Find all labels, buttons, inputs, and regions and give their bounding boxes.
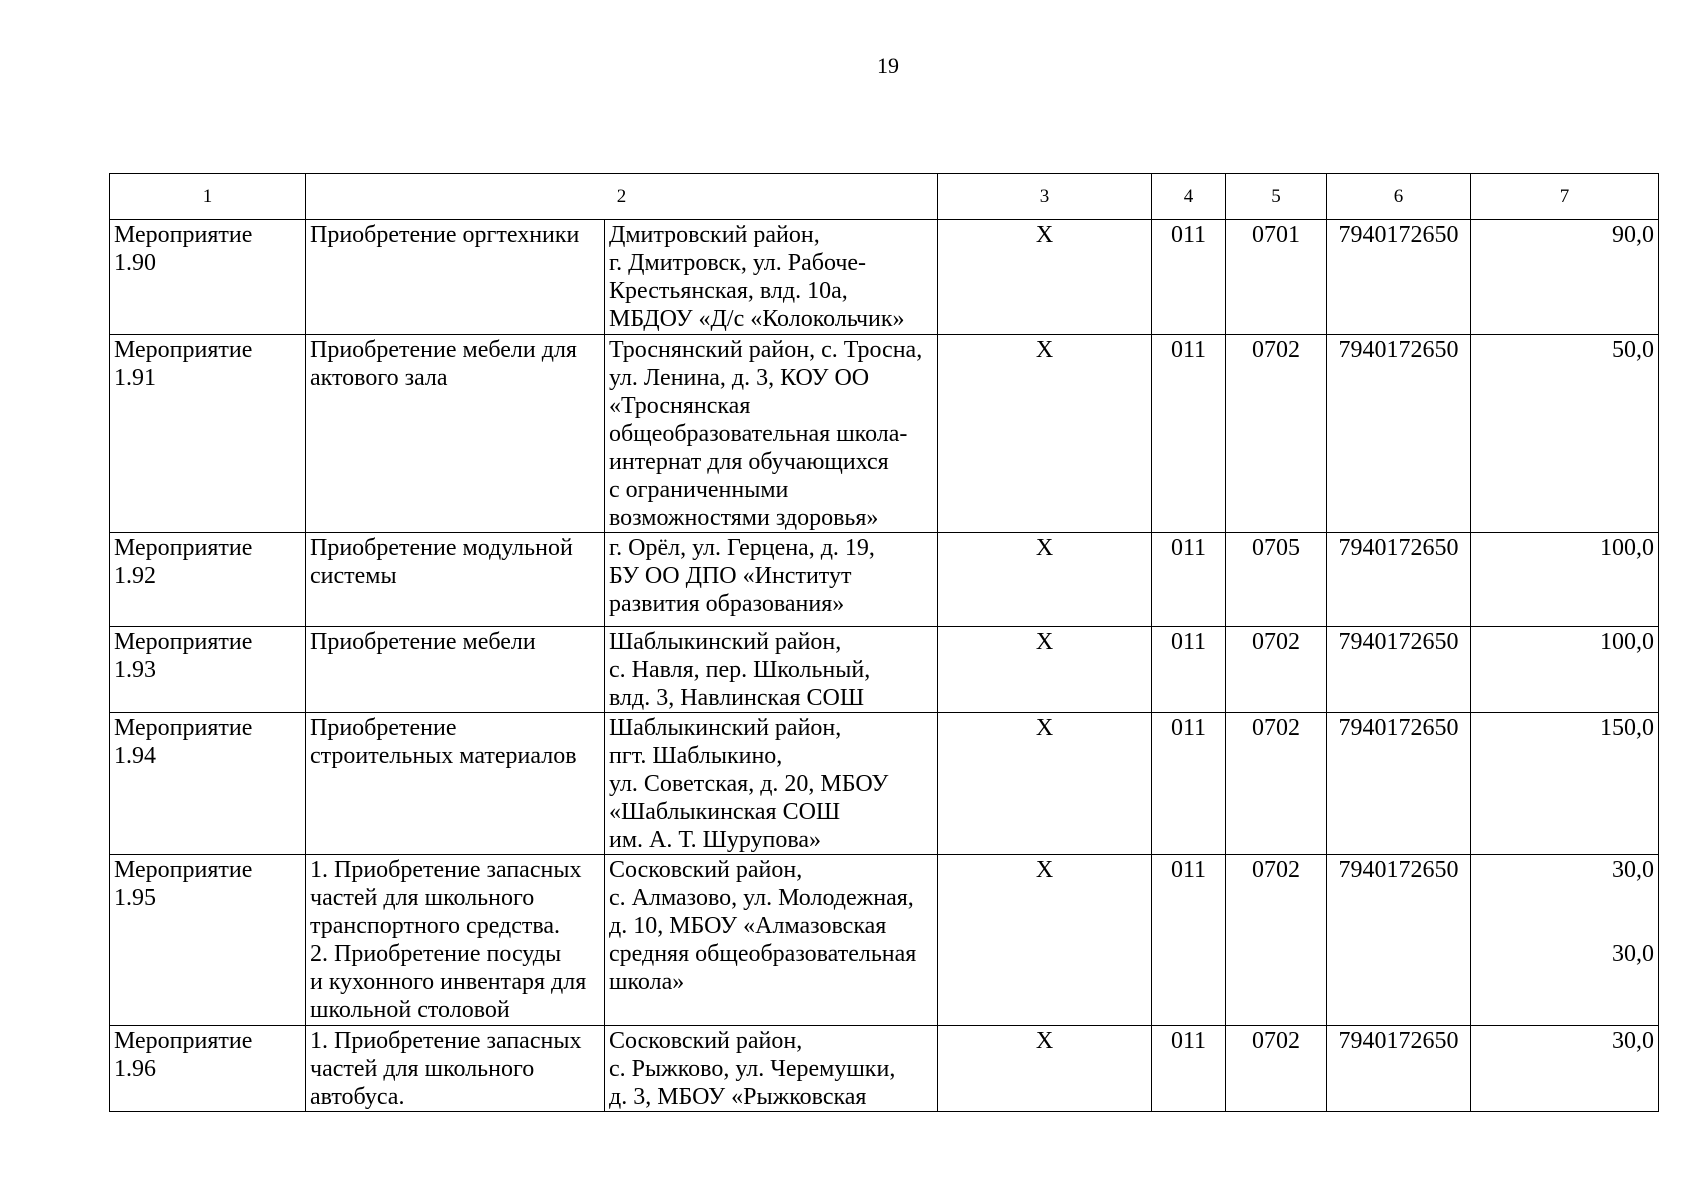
cell-line: Крестьянская, влд. 10а, — [609, 278, 848, 304]
cell-line: 30,0 — [1612, 857, 1654, 883]
cell-line: 30,0 — [1612, 941, 1654, 967]
cell-value: 011 — [1170, 1028, 1207, 1054]
cell-line: Сосковский район, — [609, 1028, 803, 1054]
event-name-cell — [306, 627, 605, 713]
cell-line: 1. Приобретение запасных — [310, 1028, 582, 1054]
amount-cell — [1471, 855, 1659, 1026]
address-cell — [605, 713, 938, 855]
amount-cell — [1471, 627, 1659, 713]
cell-line: Приобретение мебели для — [310, 337, 577, 363]
cell-value: 0701 — [1252, 222, 1300, 248]
cell-line: Шаблыкинский район, — [609, 629, 842, 655]
cell-line: Приобретение оргтехники — [310, 222, 580, 248]
cell-line — [1475, 884, 1654, 912]
cell-line: 1.90 — [114, 250, 156, 276]
table-row — [110, 220, 1659, 335]
cell-line: с. Алмазово, ул. Молодежная, — [609, 885, 914, 911]
cell-line: Приобретение — [310, 715, 457, 741]
cell-line: Сосковский район, — [609, 857, 803, 883]
event-name-cell — [306, 855, 605, 1026]
col-4-cell — [1152, 1026, 1226, 1112]
cell-line: школьной столовой — [310, 997, 510, 1023]
cell-line: Мероприятие — [114, 629, 253, 655]
col-6-cell — [1327, 335, 1471, 533]
table-header-row — [110, 174, 1659, 220]
col-3-cell — [938, 335, 1152, 533]
table-row — [110, 1026, 1659, 1112]
col-3-cell — [938, 713, 1152, 855]
cell-value: 7940172650 — [1338, 715, 1459, 741]
cell-line: возможностями здоровья» — [609, 505, 879, 531]
cell-line: 1.95 — [114, 885, 156, 911]
col-6-cell — [1327, 627, 1471, 713]
col-5-cell — [1226, 713, 1327, 855]
column-header-6: 6 — [1327, 174, 1471, 220]
event-name-cell — [306, 533, 605, 627]
cell-value: X — [1035, 715, 1054, 741]
cell-line: системы — [310, 563, 397, 589]
cell-line: ул. Ленина, д. 3, КОУ ОО — [609, 365, 870, 391]
cell-line: МБДОУ «Д/с «Колокольчик» — [609, 306, 905, 332]
cell-value: 7940172650 — [1338, 857, 1459, 883]
col-3-cell — [938, 220, 1152, 335]
col-5-cell — [1226, 627, 1327, 713]
col-3-cell — [938, 855, 1152, 1026]
col-6-cell — [1327, 220, 1471, 335]
cell-line: 30,0 — [1612, 1028, 1654, 1054]
address-cell — [605, 335, 938, 533]
col-4-cell — [1152, 335, 1226, 533]
table-row — [110, 627, 1659, 713]
cell-value: 011 — [1170, 629, 1207, 655]
column-header-1: 1 — [110, 174, 306, 220]
event-name-cell — [306, 220, 605, 335]
event-number-cell — [110, 533, 306, 627]
cell-value: 011 — [1170, 715, 1207, 741]
cell-value: 0702 — [1252, 715, 1300, 741]
cell-line: БУ ОО ДПО «Институт — [609, 563, 852, 589]
cell-value: 011 — [1170, 222, 1207, 248]
amount-cell — [1471, 713, 1659, 855]
col-3-cell — [938, 533, 1152, 627]
cell-line: 1.96 — [114, 1056, 156, 1082]
cell-line: «Троснянская — [609, 393, 751, 419]
col-6-cell — [1327, 533, 1471, 627]
table-row — [110, 335, 1659, 533]
cell-value: X — [1035, 629, 1054, 655]
address-cell — [605, 627, 938, 713]
col-3-cell — [938, 627, 1152, 713]
cell-value: 011 — [1170, 857, 1207, 883]
address-cell — [605, 533, 938, 627]
address-cell — [605, 1026, 938, 1112]
cell-line: автобуса. — [310, 1084, 405, 1110]
amount-cell — [1471, 335, 1659, 533]
cell-value: 0702 — [1252, 629, 1300, 655]
cell-line: г. Дмитровск, ул. Рабоче- — [609, 250, 867, 276]
cell-line: частей для школьного — [310, 885, 535, 911]
cell-line: 2. Приобретение посуды — [310, 941, 562, 967]
cell-line: интернат для обучающихся — [609, 449, 889, 475]
address-cell — [605, 220, 938, 335]
column-header-4: 4 — [1152, 174, 1226, 220]
cell-line: Мероприятие — [114, 222, 253, 248]
cell-value: 7940172650 — [1338, 535, 1459, 561]
col-4-cell — [1152, 713, 1226, 855]
cell-line: развития образования» — [609, 591, 845, 617]
cell-line: Мероприятие — [114, 1028, 253, 1054]
cell-line: Мероприятие — [114, 535, 253, 561]
cell-line: с. Навля, пер. Школьный, — [609, 657, 871, 683]
cell-line: им. А. Т. Шурупова» — [609, 827, 822, 853]
cell-line: и кухонного инвентаря для — [310, 969, 587, 995]
col-6-cell — [1327, 1026, 1471, 1112]
cell-value: X — [1035, 1028, 1054, 1054]
cell-line: частей для школьного — [310, 1056, 535, 1082]
page-number: 19 — [877, 53, 899, 78]
column-header-5: 5 — [1226, 174, 1327, 220]
cell-line: Дмитровский район, — [609, 222, 820, 248]
amount-cell — [1471, 533, 1659, 627]
col-4-cell — [1152, 627, 1226, 713]
table-row — [110, 713, 1659, 855]
cell-line: 1.91 — [114, 365, 156, 391]
column-header-2: 2 — [306, 174, 938, 220]
cell-line: средняя общеобразовательная — [609, 941, 917, 967]
cell-line: 100,0 — [1600, 629, 1654, 655]
cell-value: 0702 — [1252, 1028, 1300, 1054]
cell-line: пгт. Шаблыкино, — [609, 743, 783, 769]
event-number-cell — [110, 1026, 306, 1112]
cell-line: Троснянский район, с. Тросна, — [609, 337, 923, 363]
cell-value: 7940172650 — [1338, 337, 1459, 363]
cell-value: 011 — [1170, 337, 1207, 363]
cell-line: 1.93 — [114, 657, 156, 683]
col-5-cell — [1226, 335, 1327, 533]
cell-line: «Шаблыкинская СОШ — [609, 799, 841, 825]
column-header-7: 7 — [1471, 174, 1659, 220]
cell-value: 0702 — [1252, 857, 1300, 883]
col-6-cell — [1327, 855, 1471, 1026]
col-5-cell — [1226, 220, 1327, 335]
cell-line: с. Рыжково, ул. Черемушки, — [609, 1056, 896, 1082]
event-number-cell — [110, 713, 306, 855]
cell-line — [1475, 912, 1654, 940]
cell-line: г. Орёл, ул. Герцена, д. 19, — [609, 535, 875, 561]
cell-line: 150,0 — [1600, 715, 1654, 741]
cell-line: 100,0 — [1600, 535, 1654, 561]
cell-value: 011 — [1170, 535, 1207, 561]
col-4-cell — [1152, 533, 1226, 627]
event-number-cell — [110, 855, 306, 1026]
cell-line: строительных материалов — [310, 743, 577, 769]
event-name-cell — [306, 1026, 605, 1112]
cell-line: 1.92 — [114, 563, 156, 589]
cell-line: транспортного средства. — [310, 913, 561, 939]
amount-cell — [1471, 220, 1659, 335]
table-row — [110, 533, 1659, 627]
cell-line: 1.94 — [114, 743, 156, 769]
cell-line: Приобретение модульной — [310, 535, 573, 561]
cell-line: д. 10, МБОУ «Алмазовская — [609, 913, 887, 939]
cell-value: 0702 — [1252, 337, 1300, 363]
cell-line: актового зала — [310, 365, 448, 391]
cell-line: Мероприятие — [114, 857, 253, 883]
col-4-cell — [1152, 220, 1226, 335]
cell-line: Приобретение мебели — [310, 629, 536, 655]
cell-value: 7940172650 — [1338, 222, 1459, 248]
event-name-cell — [306, 713, 605, 855]
activities-table — [109, 173, 1659, 1112]
cell-value: 0705 — [1252, 535, 1300, 561]
cell-value: 7940172650 — [1338, 629, 1459, 655]
cell-line: 50,0 — [1612, 337, 1654, 363]
cell-line: общеобразовательная школа- — [609, 421, 908, 447]
cell-line: Мероприятие — [114, 715, 253, 741]
col-4-cell — [1152, 855, 1226, 1026]
cell-line: Шаблыкинский район, — [609, 715, 842, 741]
cell-value: 7940172650 — [1338, 1028, 1459, 1054]
col-6-cell — [1327, 713, 1471, 855]
address-cell — [605, 855, 938, 1026]
event-name-cell — [306, 335, 605, 533]
cell-line: д. 3, МБОУ «Рыжковская — [609, 1084, 867, 1110]
column-header-3: 3 — [938, 174, 1152, 220]
cell-line: с ограниченными — [609, 477, 789, 503]
cell-value: X — [1035, 222, 1054, 248]
table-row — [110, 855, 1659, 1026]
cell-value: X — [1035, 337, 1054, 363]
event-number-cell — [110, 627, 306, 713]
cell-line: Мероприятие — [114, 337, 253, 363]
amount-cell — [1471, 1026, 1659, 1112]
col-5-cell — [1226, 533, 1327, 627]
cell-line: влд. 3, Навлинская СОШ — [609, 685, 865, 711]
col-3-cell — [938, 1026, 1152, 1112]
cell-value: X — [1035, 857, 1054, 883]
col-5-cell — [1226, 855, 1327, 1026]
event-number-cell — [110, 220, 306, 335]
col-5-cell — [1226, 1026, 1327, 1112]
event-number-cell — [110, 335, 306, 533]
cell-line: 1. Приобретение запасных — [310, 857, 582, 883]
cell-line: 90,0 — [1612, 222, 1654, 248]
cell-line: ул. Советская, д. 20, МБОУ — [609, 771, 889, 797]
cell-line: школа» — [609, 969, 685, 995]
cell-value: X — [1035, 535, 1054, 561]
